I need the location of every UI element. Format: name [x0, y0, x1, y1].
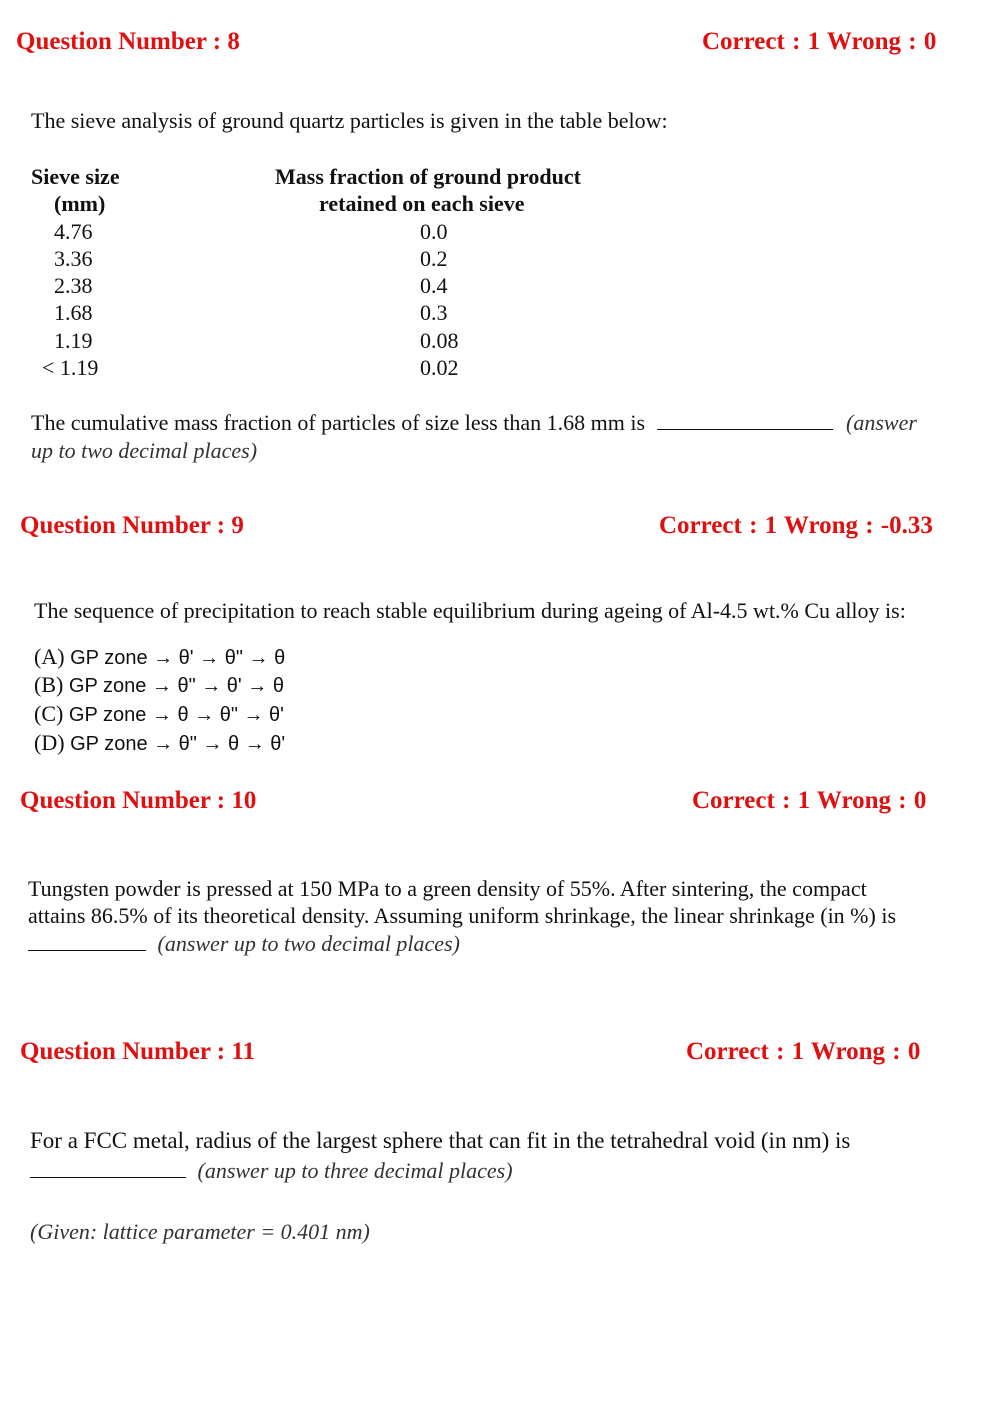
question-10-line2: attains 86.5% of its theoretical density. Assuming uniform shrinkage, the linear shrinkage (in %) is: [28, 903, 897, 928]
question-9-text: The sequence of precipitation to reach stable equilibrium during ageing of Al-4.5 wt.% Cu alloy is:: [34, 598, 906, 623]
option-label: (A): [34, 644, 65, 669]
question-10-marks: Correct : 1 Wrong : 0: [692, 787, 927, 814]
option-d[interactable]: [34, 730, 285, 756]
option-label: (C): [34, 701, 64, 726]
table-cell-fraction: 0.4: [420, 273, 448, 298]
answer-blank[interactable]: [28, 932, 146, 951]
table-col1-header-line2: (mm): [54, 191, 106, 216]
option-label: (D): [34, 730, 65, 755]
question-11-line1: For a FCC metal, radius of the largest sphere that can fit in the tetrahedral void (in nm) is: [30, 1128, 851, 1153]
question-11-hint: (answer up to three decimal places): [197, 1158, 513, 1183]
question-10-hint: (answer up to two decimal places): [157, 931, 460, 956]
question-8-text: [31, 410, 917, 436]
question-10-heading: Question Number : 10: [20, 787, 257, 814]
option-b[interactable]: [34, 672, 284, 698]
question-11-answer-line: [30, 1158, 513, 1184]
option-a[interactable]: [34, 644, 285, 670]
table-cell-fraction: 0.2: [420, 246, 448, 271]
question-8-marks: Correct : 1 Wrong : 0: [702, 28, 937, 55]
question-11-marks: Correct : 1 Wrong : 0: [686, 1038, 921, 1065]
table-cell-fraction: 0.08: [420, 328, 459, 353]
answer-blank[interactable]: [657, 411, 833, 430]
option-text: GP zone → θ" → θ' → θ: [68, 675, 284, 697]
option-label: (B): [34, 672, 64, 697]
question-10-answer-line: [28, 931, 460, 957]
question-10-line1: Tungsten powder is pressed at 150 MPa to a green density of 55%. After sintering, the compact: [28, 876, 867, 901]
question-9-heading: Question Number : 9: [20, 512, 244, 539]
option-text: GP zone → θ" → θ → θ': [70, 733, 286, 755]
table-cell-size: < 1.19: [42, 355, 99, 380]
question-8-hint-end: up to two decimal places): [31, 438, 258, 463]
option-c[interactable]: [34, 701, 284, 727]
question-9-marks: Correct : 1 Wrong : -0.33: [659, 512, 933, 539]
answer-blank[interactable]: [30, 1159, 186, 1178]
question-8-heading: Question Number : 8: [16, 28, 240, 55]
table-cell-size: 2.38: [54, 273, 93, 298]
table-cell-size: 4.76: [54, 219, 93, 244]
table-cell-size: 3.36: [54, 246, 93, 271]
option-text: GP zone → θ' → θ" → θ: [70, 647, 286, 669]
table-col2-header-line1: Mass fraction of ground product: [275, 164, 581, 189]
question-8-intro: The sieve analysis of ground quartz particles is given in the table below:: [31, 108, 668, 133]
table-col2-header-line2: retained on each sieve: [319, 191, 525, 216]
question-8-stem: The cumulative mass fraction of particles of size less than 1.68 mm is: [31, 410, 646, 435]
table-cell-fraction: 0.3: [420, 300, 448, 325]
table-cell-size: 1.19: [54, 328, 93, 353]
option-text: GP zone → θ → θ" → θ': [68, 704, 284, 726]
question-11-given: (Given: lattice parameter = 0.401 nm): [30, 1219, 370, 1244]
question-11-heading: Question Number : 11: [20, 1038, 255, 1065]
table-cell-fraction: 0.02: [420, 355, 459, 380]
table-cell-size: 1.68: [54, 300, 93, 325]
table-cell-fraction: 0.0: [420, 219, 448, 244]
question-8-hint-start: (answer: [846, 410, 917, 435]
table-col1-header-line1: Sieve size: [31, 164, 120, 189]
